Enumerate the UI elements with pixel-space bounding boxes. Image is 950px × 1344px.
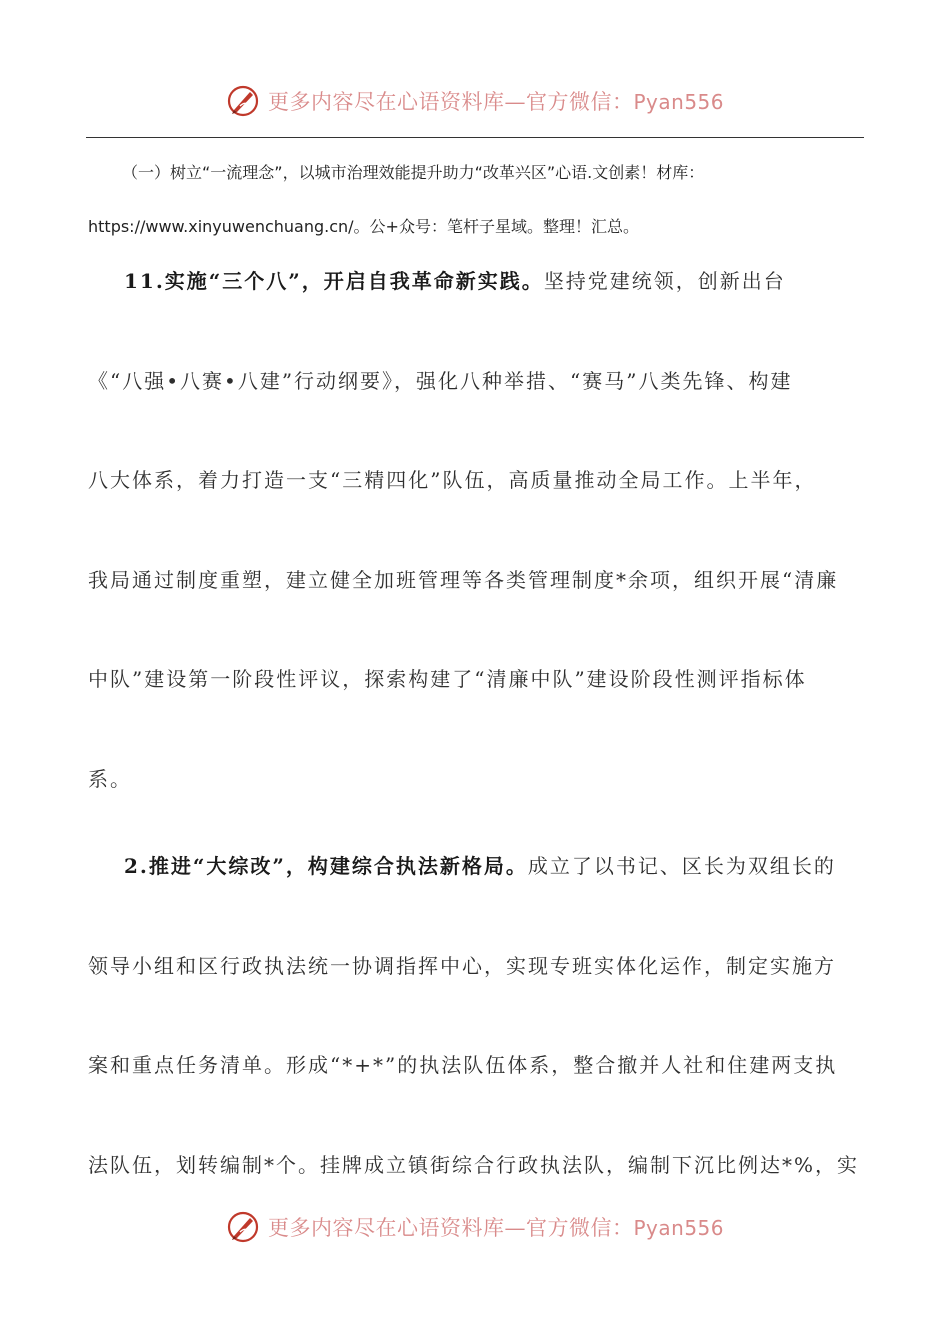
section1-line-5: 系。 <box>88 766 132 791</box>
watermark-wechat-id: Pyan556 <box>633 1216 724 1240</box>
section2-line-2: 案和重点任务清单。形成“*+*”的执法队伍体系，整合撤并人社和住建两支执 <box>88 1053 838 1077</box>
section2-line-0 <box>88 817 864 917</box>
footer-watermark <box>0 1210 950 1244</box>
section1-line-0 <box>88 232 864 332</box>
watermark-title: 更多内容尽在心语资料库 <box>267 90 505 114</box>
section1-heading: 11.实施“三个八”，开启自我革命新实践。 <box>124 269 544 293</box>
section2-line-1: 领导小组和区行政执法统一协调指挥中心，实现专班实体化运作，制定实施方 <box>88 953 836 978</box>
watermark-title: 更多内容尽在心语资料库 <box>267 1216 505 1240</box>
watermark-text <box>268 1212 724 1242</box>
watermark-dash: — <box>504 1216 526 1240</box>
section1-line-0-text: 坚持党建统领，创新出台 <box>543 269 786 293</box>
intro-line-2: https://www.xinyuwenchuang.cn/。公+众号：笔杆子星域。整理！汇总。 <box>88 217 639 236</box>
section1-line-2: 八大体系，着力打造一支“三精四化”队伍，高质量推动全局工作。上半年， <box>88 468 817 492</box>
section2-heading: 2.推进“大综改”，构建综合执法新格局。 <box>124 854 528 878</box>
watermark-dash: — <box>504 90 526 114</box>
pen-logo-icon <box>226 1210 260 1244</box>
section1-line-3: 我局通过制度重塑，建立健全加班管理等各类管理制度*余项，组织开展“清廉 <box>88 567 839 592</box>
watermark-text <box>268 86 724 116</box>
paragraph-section-2 <box>88 817 864 1215</box>
watermark-label: 官方微信： <box>525 90 634 114</box>
paragraph-section-1 <box>88 232 864 829</box>
pen-logo-icon <box>226 84 260 118</box>
watermark-label: 官方微信： <box>525 1216 634 1240</box>
section1-line-4: 中队”建设第一阶段性评议，探索构建了“清廉中队”建设阶段性测评指标体 <box>88 667 807 691</box>
intro-line-1: （一）树立“一流理念”，以城市治理效能提升助力“改革兴区”心语.文创素！材库： <box>122 163 705 182</box>
section1-line-1: 《“八强•八赛•八建”行动纲要》，强化八种举措、“赛马”八类先锋、构建 <box>88 368 793 393</box>
section2-line-0-text: 成立了以书记、区长为双组长的 <box>527 854 836 878</box>
header-watermark <box>0 84 950 118</box>
watermark-wechat-id: Pyan556 <box>633 90 724 114</box>
section2-line-3: 法队伍，划转编制*个。挂牌成立镇街综合行政执法队，编制下沉比例达*%，实 <box>88 1152 860 1177</box>
header-rule <box>86 137 864 138</box>
